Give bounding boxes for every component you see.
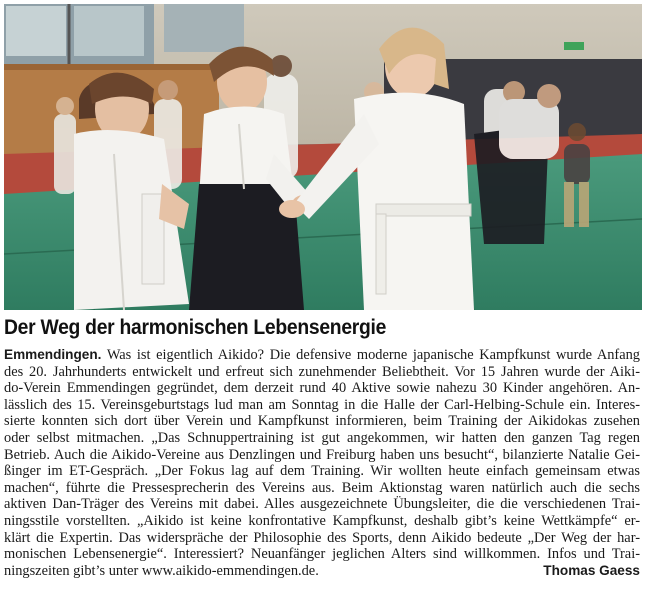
article-body (4, 347, 640, 579)
dateline: Emmendingen. (4, 347, 102, 362)
article-line: do-Verein Emmendingen gegründet, dem derzeit rund 40 Aktive sowie nahezu 30 Kinder angehören. An- (4, 380, 640, 397)
article-line: lässlich des 15. Vereinsgeburtstags lud man am Sonntag in die Halle der Carl-Helbing-Schule ein. Interes- (4, 396, 640, 413)
article-line: des 20. Jahrhunderts entwickelt und erfreut sich zunehmender Beliebtheit. Vor 15 Jahren wurde der Aiki- (4, 363, 640, 380)
aikido-training-photo-icon (4, 4, 642, 310)
article-line: sierte konnten sich dort über Verein und Kampfkunst informieren, beim Training der Aikidokas zusehen (4, 413, 640, 430)
article-line-last: ningszeiten gibt’s unter www.aikido-emmendingen.de. Thomas Gaess (4, 562, 640, 579)
article-photo (4, 4, 642, 310)
article-line: machen“, führte die Pressesprecherin des Vereins aus. Beim Aktionstag waren natürlich auch die sechs (4, 479, 640, 496)
article-line: Emmendingen. Was ist eigentlich Aikido? Die defensive moderne japanische Kampfkunst wurde Anfang (4, 347, 641, 363)
article-line: oder selbst mitmachen. „Das Schnuppertraining ist gut angekommen, wir hatten den ganzen Tag regen (4, 429, 640, 446)
article-line: ningsstile vorstellten. „Aikido ist keine konfrontative Kampfkunst, deshalb gibt’s keine Wettkämpfe“ er- (4, 512, 640, 529)
article-line: monischen Lebensenergie“. Interessiert? Neuanfänger jeglichen Alters sind willkommen. Infos und Trai- (4, 546, 640, 563)
article-line: Betrieb. Auch die Aikido-Vereine aus Denzlingen und Freiburg haben uns besucht“, bilanzierte Natalie Gei- (4, 446, 640, 463)
article-headline: Der Weg der harmonischen Lebensenergie (4, 316, 387, 339)
article-line: klärt die Expertin. Das widerspräche der Philosophie des Sports, denn Aikido bedeute „Der Weg der har- (4, 529, 640, 546)
article-line: aktiven Dan-Träger des Vereins mit dabei. Alles ausgezeichnete Übungsleiter, die die verschiedenen Trai- (4, 496, 640, 513)
article-line: ßinger im ET-Gespräch. „Der Fokus lag auf dem Training. Wir wollten heute einfach gemeinsam etwas (4, 463, 640, 480)
article-author: Thomas Gaess (543, 562, 640, 578)
